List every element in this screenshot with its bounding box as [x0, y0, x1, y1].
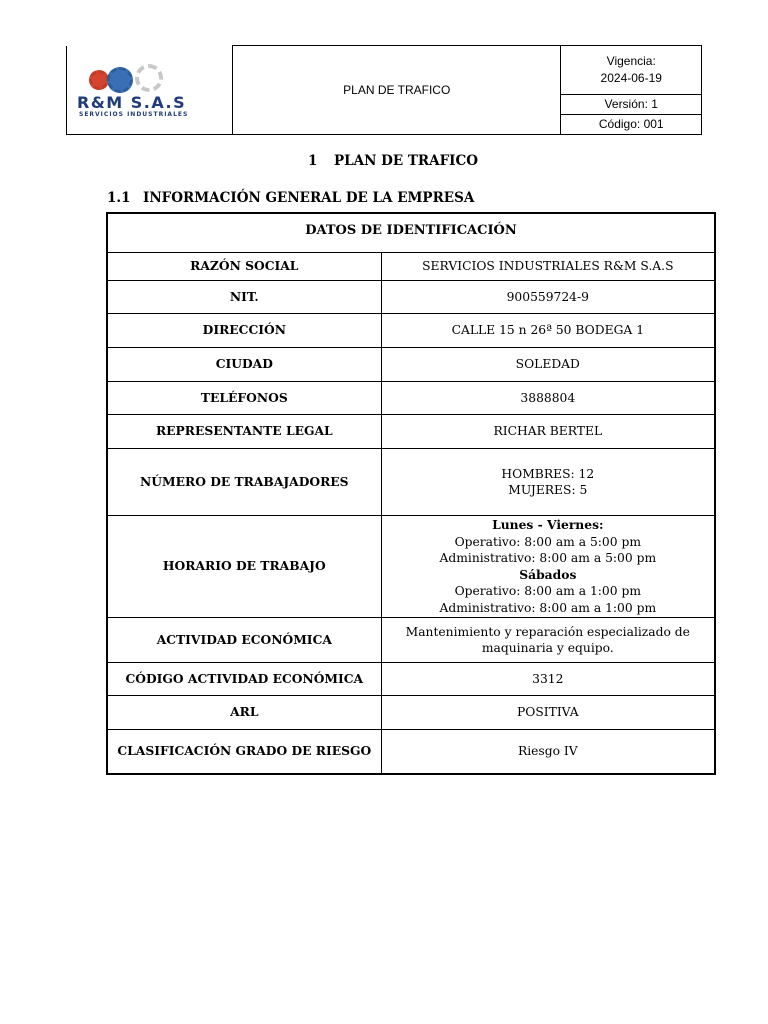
vigencia-cell [561, 46, 702, 95]
row-value: RICHAR BERTEL [381, 415, 715, 449]
logo-company-name: R&M S.A.S [77, 92, 187, 112]
section-heading [308, 153, 478, 169]
table-row [107, 382, 715, 415]
hombres-count: HOMBRES: 12 [501, 466, 595, 481]
table-title: DATOS DE IDENTIFICACIÓN [107, 213, 715, 253]
row-label: NÚMERO DE TRABAJADORES [107, 449, 381, 516]
row-value: POSITIVA [381, 696, 715, 730]
company-logo [67, 47, 232, 133]
row-value [381, 449, 715, 516]
row-label: CÓDIGO ACTIVIDAD ECONÓMICA [107, 663, 381, 696]
row-label: ARL [107, 696, 381, 730]
row-label: DIRECCIÓN [107, 314, 381, 348]
subsection-heading [107, 190, 474, 206]
actividad-line: maquinaria y equipo. [481, 641, 614, 655]
table-row [107, 253, 715, 281]
section-number: 1 [308, 153, 318, 169]
saturday-operativo: Operativo: 8:00 am a 1:00 pm [454, 584, 642, 598]
row-label: HORARIO DE TRABAJO [107, 516, 381, 618]
row-value: 3312 [381, 663, 715, 696]
row-label: REPRESENTANTE LEGAL [107, 415, 381, 449]
logo-company-subtitle: SERVICIOS INDUSTRIALES [79, 110, 189, 118]
row-value: SOLEDAD [381, 348, 715, 382]
row-value [381, 618, 715, 663]
row-label: TELÉFONOS [107, 382, 381, 415]
table-row [107, 618, 715, 663]
document-title: PLAN DE TRAFICO [233, 46, 561, 135]
company-logo-cell [67, 46, 233, 135]
table-row [107, 516, 715, 618]
row-value: CALLE 15 n 26ª 50 BODEGA 1 [381, 314, 715, 348]
document-header [66, 45, 702, 135]
table-row [107, 415, 715, 449]
row-label: ACTIVIDAD ECONÓMICA [107, 618, 381, 663]
section-title: PLAN DE TRAFICO [334, 153, 478, 169]
weekday-administrativo: Administrativo: 8:00 am a 5:00 pm [439, 551, 657, 565]
blue-gear-icon [107, 67, 133, 93]
row-label: NIT. [107, 281, 381, 314]
row-value: 3888804 [381, 382, 715, 415]
row-value [381, 516, 715, 618]
row-value: Riesgo IV [381, 730, 715, 774]
row-label: CIUDAD [107, 348, 381, 382]
table-row [107, 696, 715, 730]
table-row [107, 314, 715, 348]
mujeres-count: MUJERES: 5 [508, 483, 588, 497]
saturday-heading: Sábados [519, 566, 577, 582]
vigencia-date: 2024-06-19 [600, 71, 662, 85]
row-label: CLASIFICACIÓN GRADO DE RIESGO [107, 730, 381, 774]
red-gear-icon [89, 70, 109, 90]
codigo-cell: Código: 001 [561, 115, 702, 135]
gray-gear-icon [135, 64, 163, 92]
table-row [107, 449, 715, 516]
vigencia-label: Vigencia: [606, 54, 656, 68]
table-row [107, 663, 715, 696]
actividad-line: Mantenimiento y reparación especializado de [405, 624, 690, 639]
table-row [107, 281, 715, 314]
row-label: RAZÓN SOCIAL [107, 253, 381, 281]
identification-table [106, 212, 716, 775]
weekday-operativo: Operativo: 8:00 am a 5:00 pm [454, 534, 642, 549]
subsection-title: INFORMACIÓN GENERAL DE LA EMPRESA [143, 190, 475, 206]
saturday-administrativo: Administrativo: 8:00 am a 1:00 pm [439, 600, 657, 615]
weekday-heading: Lunes - Viernes: [492, 517, 604, 532]
subsection-number: 1.1 [107, 190, 131, 206]
row-value: 900559724-9 [381, 281, 715, 314]
row-value: SERVICIOS INDUSTRIALES R&M S.A.S [381, 253, 715, 281]
table-row [107, 348, 715, 382]
table-row [107, 730, 715, 774]
version-cell: Versión: 1 [561, 95, 702, 115]
